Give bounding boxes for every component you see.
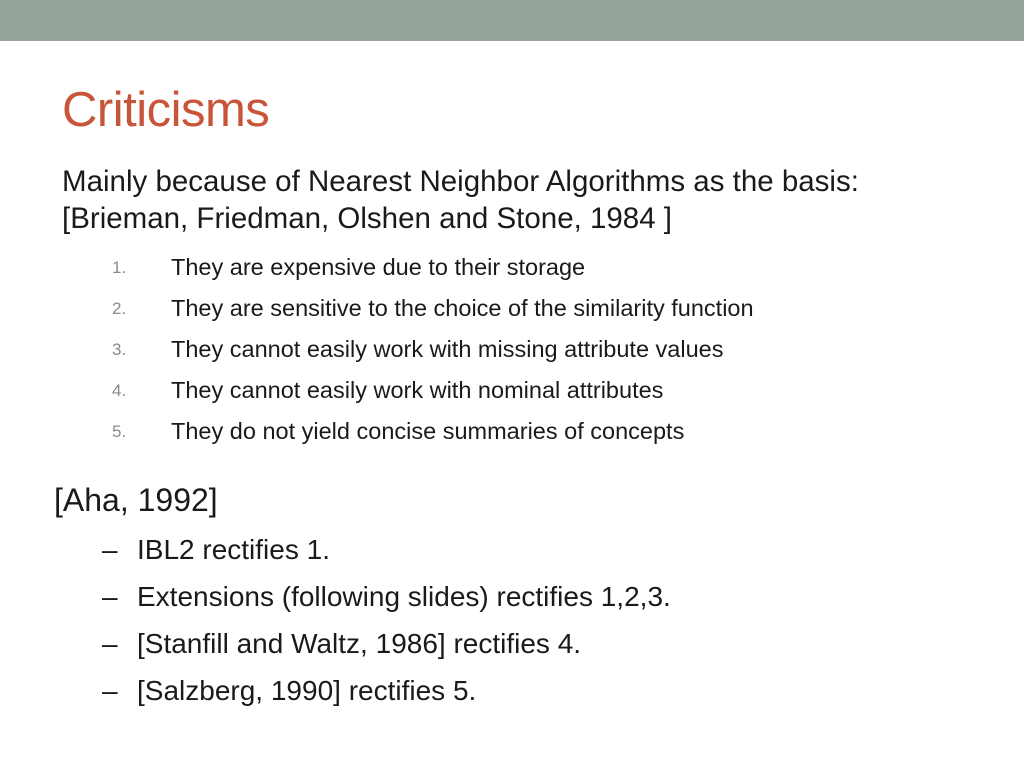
dash-marker: – bbox=[102, 675, 118, 706]
list-item-text: Extensions (following slides) rectifies 1,2,3. bbox=[137, 581, 671, 612]
list-item-number: 1. bbox=[112, 258, 127, 277]
list-item-text: IBL2 rectifies 1. bbox=[137, 534, 330, 565]
list-item-text: They cannot easily work with nominal attributes bbox=[171, 377, 664, 403]
reference-heading: [Aha, 1992] bbox=[54, 482, 218, 518]
dash-marker: – bbox=[102, 628, 118, 659]
list-item-text: [Salzberg, 1990] rectifies 5. bbox=[137, 675, 477, 706]
list-item-text: They do not yield concise summaries of concepts bbox=[171, 418, 685, 444]
list-item-number: 4. bbox=[112, 381, 127, 400]
list-item-number: 5. bbox=[112, 422, 127, 441]
dash-marker: – bbox=[102, 581, 118, 612]
slide-title: Criticisms bbox=[62, 83, 270, 137]
list-item-text: They cannot easily work with missing attribute values bbox=[171, 336, 724, 362]
list-item-text: [Stanfill and Waltz, 1986] rectifies 4. bbox=[137, 628, 582, 659]
list-item-number: 2. bbox=[112, 299, 127, 318]
intro-paragraph: Mainly because of Nearest Neighbor Algorithms as the basis: [Brieman, Friedman, Olshen and Stone, 1984 ] bbox=[62, 165, 859, 235]
list-item-text: They are sensitive to the choice of the similarity function bbox=[171, 295, 754, 321]
dash-marker: – bbox=[102, 534, 118, 565]
top-accent-bar bbox=[0, 0, 1024, 41]
list-item-text: They are expensive due to their storage bbox=[171, 254, 586, 280]
list-item-number: 3. bbox=[112, 340, 127, 359]
